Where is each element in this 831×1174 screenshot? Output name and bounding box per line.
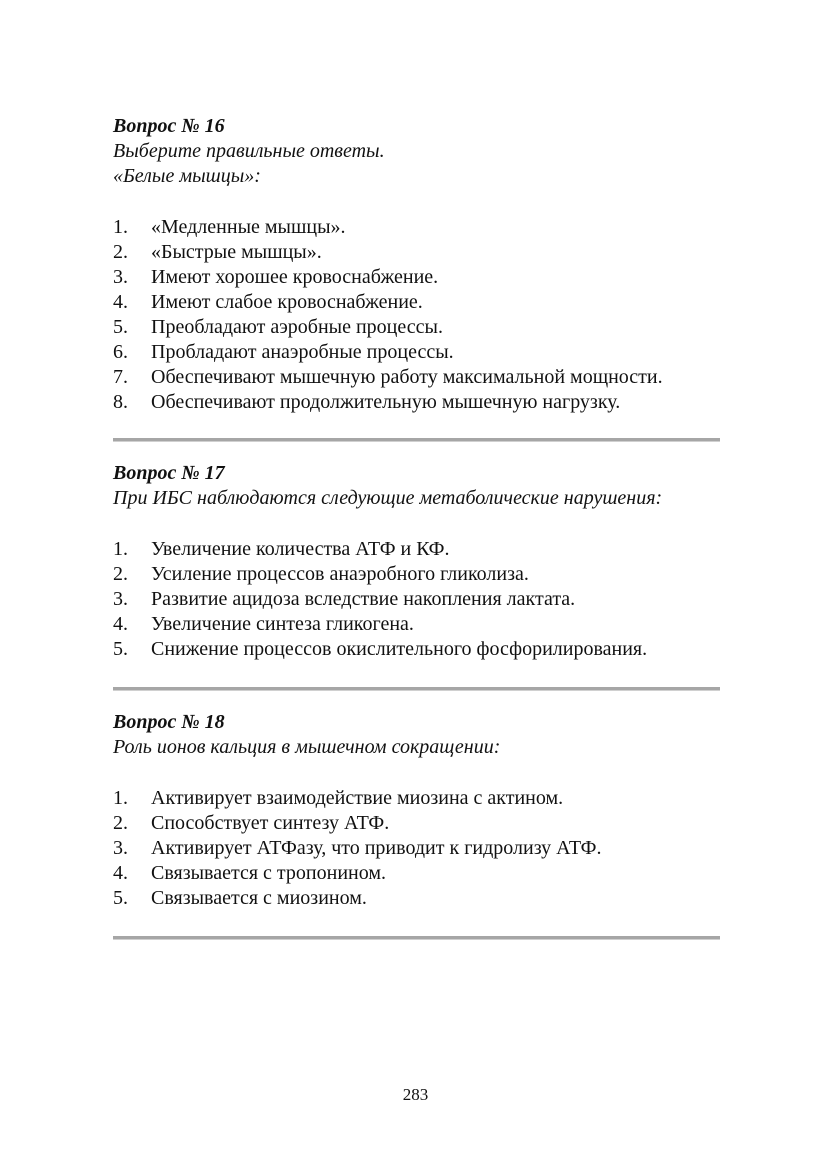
answer-number: 5.	[113, 638, 128, 660]
answer-option[interactable]	[113, 587, 723, 612]
answer-number: 1.	[113, 787, 128, 809]
page-number: 283	[402, 1085, 429, 1104]
answer-text: Активирует взаимодействие миозина с актином.	[151, 787, 564, 809]
question-text-line: Роль ионов кальция в мышечном сокращении:	[113, 736, 501, 758]
answer-number: 2.	[113, 812, 128, 834]
answer-list	[113, 215, 723, 415]
answer-option[interactable]	[113, 637, 723, 662]
answer-text: Способствует синтезу АТФ.	[151, 812, 390, 834]
answer-number: 8.	[113, 391, 128, 413]
answer-option[interactable]	[113, 290, 723, 315]
answer-text: Связывается с миозином.	[151, 887, 367, 909]
section-divider	[113, 936, 720, 940]
answer-number: 5.	[113, 316, 128, 338]
answer-text: Развитие ацидоза вследствие накопления лактата.	[151, 588, 576, 610]
answer-number: 2.	[113, 241, 128, 263]
answer-number: 3.	[113, 837, 128, 859]
section-divider	[113, 687, 720, 691]
answer-text: Преобладают аэробные процессы.	[151, 316, 443, 338]
answer-option[interactable]	[113, 836, 723, 861]
answer-option[interactable]	[113, 811, 723, 836]
answer-option[interactable]	[113, 612, 723, 637]
answer-number: 5.	[113, 887, 128, 909]
question-title: Вопрос № 17	[113, 462, 225, 484]
answer-text: Активирует АТФазу, что приводит к гидролизу АТФ.	[151, 837, 602, 859]
answer-number: 6.	[113, 341, 128, 363]
answer-option[interactable]	[113, 537, 723, 562]
question-title: Вопрос № 16	[113, 115, 225, 137]
answer-number: 3.	[113, 588, 128, 610]
answer-number: 4.	[113, 862, 128, 884]
answer-text: Обеспечивают мышечную работу максимальной мощности.	[151, 366, 663, 388]
answer-text: Пробладают анаэробные процессы.	[151, 341, 454, 363]
answer-option[interactable]	[113, 215, 723, 240]
answer-option[interactable]	[113, 315, 723, 340]
answer-number: 1.	[113, 538, 128, 560]
question-16	[113, 114, 723, 415]
answer-text: «Медленные мышцы».	[151, 216, 346, 238]
answer-number: 4.	[113, 291, 128, 313]
answer-option[interactable]	[113, 390, 723, 415]
answer-option[interactable]	[113, 240, 723, 265]
answer-number: 7.	[113, 366, 128, 388]
answer-option[interactable]	[113, 340, 723, 365]
answer-text: Связывается с тропонином.	[151, 862, 386, 884]
section-divider	[113, 438, 720, 442]
answer-number: 4.	[113, 613, 128, 635]
question-text-line: «Белые мышцы»:	[113, 165, 261, 187]
answer-number: 1.	[113, 216, 128, 238]
answer-text: Усиление процессов анаэробного гликолиза.	[151, 563, 529, 585]
answer-text: Имеют хорошее кровоснабжение.	[151, 266, 439, 288]
answer-number: 2.	[113, 563, 128, 585]
answer-option[interactable]	[113, 861, 723, 886]
question-title: Вопрос № 18	[113, 711, 225, 733]
answer-option[interactable]	[113, 786, 723, 811]
question-18	[113, 710, 723, 911]
answer-list	[113, 786, 723, 911]
answer-text: Обеспечивают продолжительную мышечную нагрузку.	[151, 391, 621, 413]
answer-option[interactable]	[113, 562, 723, 587]
answer-text: «Быстрые мышцы».	[151, 241, 322, 263]
answer-option[interactable]	[113, 365, 723, 390]
answer-option[interactable]	[113, 886, 723, 911]
answer-text: Увеличение синтеза гликогена.	[151, 613, 414, 635]
answer-text: Снижение процессов окислительного фосфорилирования.	[151, 638, 648, 660]
answer-option[interactable]	[113, 265, 723, 290]
answer-text: Имеют слабое кровоснабжение.	[151, 291, 423, 313]
question-text-line: При ИБС наблюдаются следующие метаболические нарушения:	[113, 487, 663, 509]
answer-list	[113, 537, 723, 662]
question-text-line: Выберите правильные ответы.	[113, 140, 385, 162]
answer-text: Увеличение количества АТФ и КФ.	[151, 538, 450, 560]
answer-number: 3.	[113, 266, 128, 288]
question-17	[113, 461, 723, 662]
